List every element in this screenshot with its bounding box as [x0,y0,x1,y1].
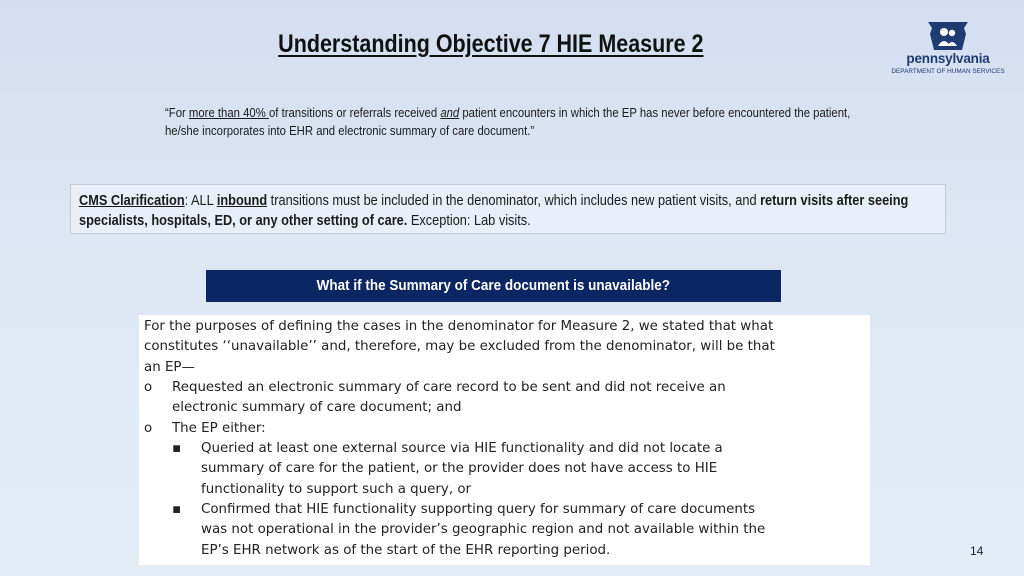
measure-quote: “For more than 40% of transitions or referrals received and patient encounters in which the EP has never before encountered the patient, he/she incorporates into EHR and electronic summary of care document.” [165,106,851,138]
excerpt-line: constitutes ‘‘unavailable’’ and, therefore, may be excluded from the denominator, will be that [144,339,775,354]
excerpt-line: EP’s EHR network as of the start of the EHR reporting period. [201,543,611,558]
page-title: Understanding Objective 7 HIE Measure 2 [278,30,704,58]
excerpt-line: functionality to support such a query, or [201,482,472,497]
question-banner: What if the Summary of Care document is unavailable? [206,270,781,302]
cms-clarification-box: CMS Clarification: ALL inbound transitions must be included in the denominator, which includes new patient visits, and return visits after seeing specialists, hospitals, ED, or any other setting of care. Exception: Lab visits. [70,184,946,234]
logo-wordmark: pennsylvania [906,51,990,66]
excerpt-line: an EP— [144,360,195,375]
circle-bullet: o [144,380,153,395]
excerpt-line: summary of care for the patient, or the provider does not have access to HIE [201,461,718,476]
excerpt-line: electronic summary of care document; and [172,400,462,415]
excerpt-line: Requested an electronic summary of care record to be sent and did not receive an [172,380,726,395]
excerpt-line: was not operational in the provider’s geographic region and not available within the [201,522,766,537]
quote-and: and [440,106,460,120]
excerpt-line: Queried at least one external source via HIE functionality and did not locate a [201,441,723,456]
quote-threshold: more than 40% [188,106,269,120]
square-bullet: ▪ [172,441,182,456]
page-number: 14 [970,544,984,558]
excerpt-line: Confirmed that HIE functionality supporting query for summary of care documents [201,502,756,517]
excerpt-line: The EP either: [172,421,266,436]
rule-excerpt [139,315,870,565]
cms-inbound: inbound [216,193,268,209]
pa-dhs-logo [888,20,1008,82]
cms-return-visits: return visits after seeing specialists, hospitals, ED, or any other setting of care. [79,193,909,229]
cms-label: CMS Clarification [79,193,185,209]
keystone-family-icon [924,20,972,52]
circle-bullet: o [144,421,153,436]
square-bullet: ▪ [172,502,182,517]
logo-subtitle: DEPARTMENT OF HUMAN SERVICES [891,68,1005,75]
excerpt-line: For the purposes of defining the cases in the denominator for Measure 2, we stated that what [144,319,774,334]
